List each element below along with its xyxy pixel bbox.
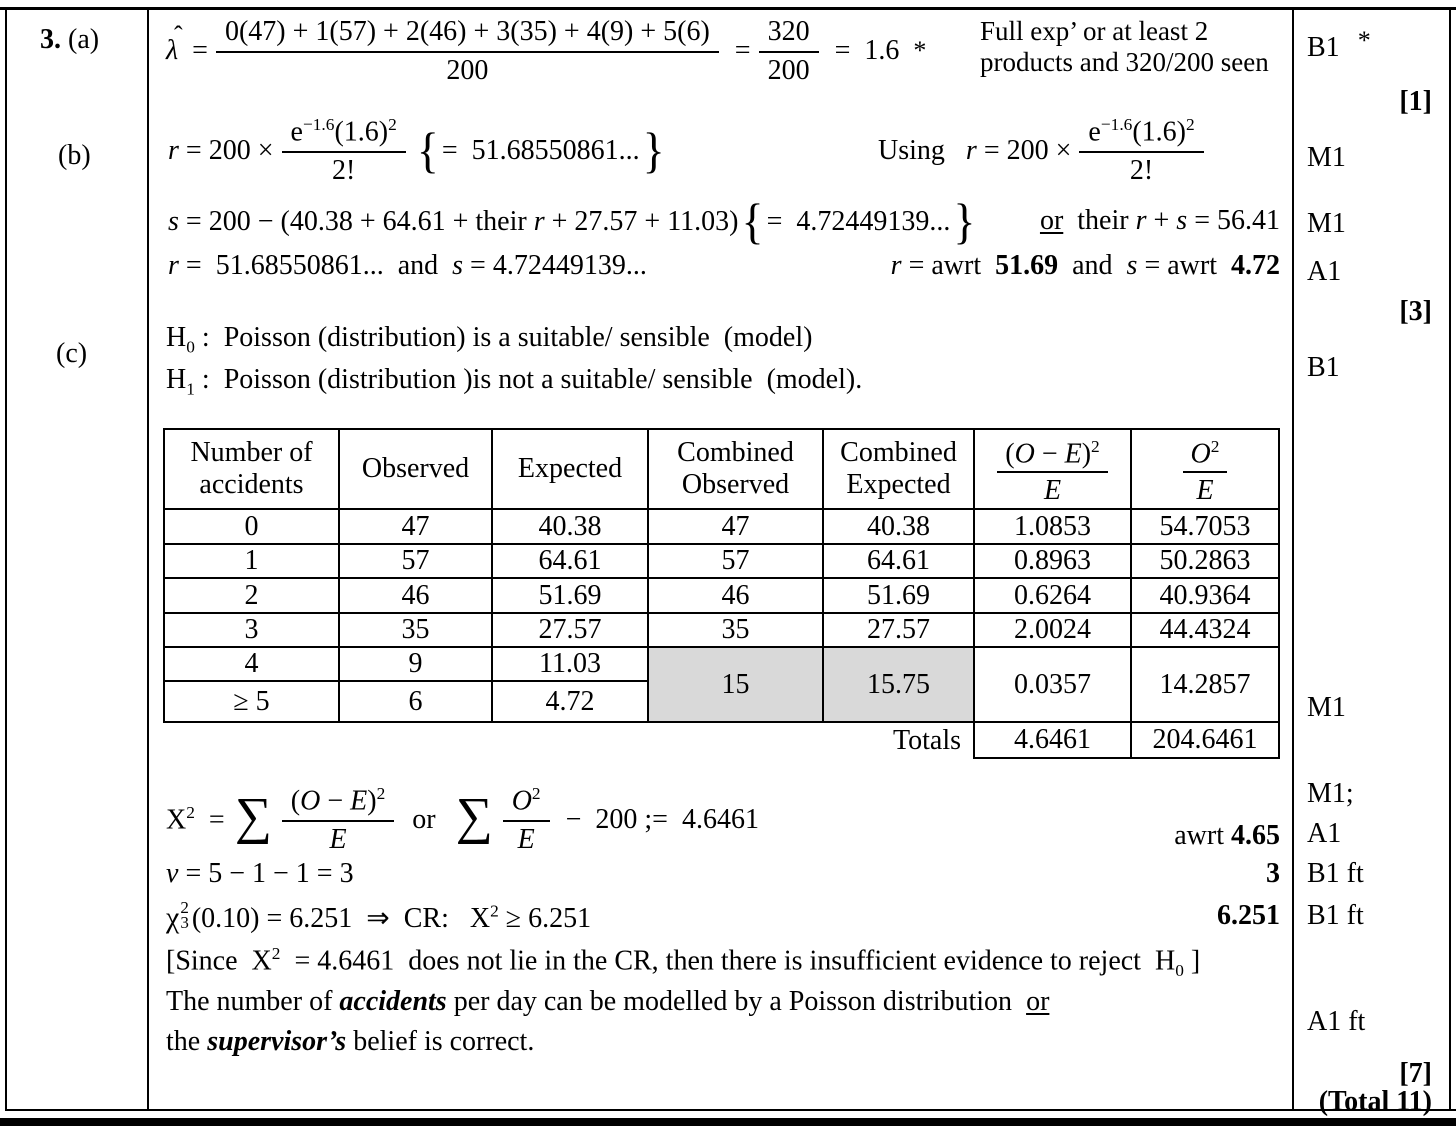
o2e-header-fraction: $\frac{O^2}{E}$ (1183, 431, 1228, 507)
table-row (164, 647, 1279, 681)
part-b-line1: r = 200 × $\frac{e^{-1.6}(1.6)^2}{2!}$ { = 51.68550861... } (168, 114, 665, 187)
chi-squared-statistic-formula (166, 782, 759, 858)
table-cell: 4 (164, 647, 339, 681)
lambda-fraction (216, 16, 719, 87)
part-b-line3: r = 51.68550861... and s = 4.72449139... (168, 250, 647, 281)
table-cell: 51.69 (823, 578, 974, 613)
table-cell: 4.72 (492, 681, 648, 722)
marks-column-divider (1292, 7, 1294, 1111)
question-number: 3. (40, 24, 61, 55)
top-border (0, 7, 1456, 10)
fraction-denominator: 2! (331, 155, 356, 187)
null-hypothesis: $H_0$ : Poisson (distribution) is a suitable/ sensible (model) (166, 322, 813, 357)
table-cell: 57 (339, 544, 492, 578)
chi-squared-table (163, 428, 1280, 759)
o2e-fraction: $\frac{O^2}{E}$ (503, 784, 550, 856)
sigma-symbol: ∑ (234, 788, 272, 845)
s-formula: s = 200 − (40.38 + 64.61 + their r + 27.57 + 11.03) (168, 206, 739, 237)
awrt-value: awrt 4.65 (1174, 820, 1280, 851)
mark-c-hypotheses-b1: B1 (1307, 352, 1340, 383)
mark-x2-m1: M1; (1307, 778, 1354, 809)
part-b-line1-note (878, 108, 1212, 194)
table-header-cell: Expected (492, 429, 648, 509)
asterisk: * (1357, 26, 1371, 55)
totals-chi-cell: 4.6461 (974, 722, 1131, 758)
table-cell: 50.2863 (1131, 544, 1279, 578)
table-cell: 47 (648, 509, 823, 544)
r-value: = 51.68550861... (441, 135, 640, 166)
table-header-cell (974, 429, 1131, 509)
table-cell: 2.0024 (974, 613, 1131, 647)
mark-a-b1: B1 * (1307, 26, 1371, 63)
table-cell: 57 (648, 544, 823, 578)
table-cell: 40.38 (492, 509, 648, 544)
table-cell: 51.69 (492, 578, 648, 613)
question-column-divider (147, 7, 149, 1111)
chi-term-fraction: $\frac{(O - E)^2}{E}$ (282, 784, 394, 856)
table-cell: 0.6264 (974, 578, 1131, 613)
table-row (164, 578, 1279, 613)
lambda-fraction-denominator: 200 (446, 54, 489, 86)
part-c-total: [7] (1399, 1058, 1432, 1089)
mark-x2-a1: A1 (1307, 818, 1342, 849)
question-number-a (40, 24, 99, 56)
critical-region-line (166, 896, 591, 940)
x2-lhs: $X^2$ = (166, 803, 225, 836)
table-header-cell: Combined Observed (648, 429, 823, 509)
fraction-numerator: $e^{-1.6}(1.6)^2$ (282, 115, 406, 153)
table-cell: 46 (648, 578, 823, 613)
totals-label: Totals (892, 724, 961, 756)
table-cell: ≥ 5 (164, 681, 339, 722)
table-row (164, 613, 1279, 647)
poisson-fraction (1079, 115, 1203, 187)
table-header-cell: Number of accidents (164, 429, 339, 509)
part-b-total: [3] (1399, 296, 1432, 327)
chi-symbol: χ (166, 901, 180, 934)
lambda-fraction-numerator: 0(47) + 1(57) + 2(46) + 3(35) + 4(9) + 5(6) (216, 16, 719, 53)
fraction-denominator: 200 (767, 54, 810, 86)
note-line-2: products and 320/200 seen (980, 47, 1269, 77)
equals-sign: = (192, 35, 208, 66)
left-border (5, 7, 7, 1111)
part-a-formula (166, 12, 926, 90)
totals-row (164, 722, 1279, 758)
using-formula-prefix: Using r = 200 × (878, 135, 1072, 166)
table-header-cell (1131, 429, 1279, 509)
part-b-line2-alt: or their r + s = 56.41 (1039, 205, 1280, 236)
part-b-line2: s = 200 − (40.38 + 64.61 + their r + 27.57 + 11.03) { = 4.72449139... } (168, 193, 976, 249)
table-cell: 9 (339, 647, 492, 681)
part-b-label: (b) (58, 140, 91, 171)
table-cell: 6 (339, 681, 492, 722)
critical-value: 6.251 (1217, 900, 1280, 931)
table-cell: 0.8963 (974, 544, 1131, 578)
table-cell: 35 (648, 613, 823, 647)
fraction-denominator: 2! (1129, 155, 1154, 187)
marking-note-a (980, 16, 1269, 78)
table-cell: 27.57 (492, 613, 648, 647)
table-row (164, 509, 1279, 544)
mark-b-line3-a1: A1 (1307, 256, 1342, 287)
merged-o2e-term-cell: 14.2857 (1131, 647, 1279, 722)
table-header-cell: Combined Expected (823, 429, 974, 509)
right-border (1449, 7, 1451, 1111)
table-cell: 47 (339, 509, 492, 544)
since-statement: [Since $X^2 = 4.6461$ does not lie in the CR, then there is insufficient evidence to reject $H_0$ ] (166, 944, 1201, 980)
mark-cr-b1ft: B1 ft (1307, 900, 1364, 931)
question-grand-total: (Total 11) (1318, 1086, 1432, 1117)
conclusion-line-2: the supervisor’s belief is correct. (166, 1026, 535, 1057)
lambda-hat-symbol: λ ˆ (166, 21, 183, 66)
totals-o2e-cell: 204.6461 (1131, 722, 1279, 758)
chi-sub-super: 2 3 (180, 898, 189, 932)
merged-chi-term-cell: 0.0357 (974, 647, 1131, 722)
part-a-total: [1] (1399, 86, 1432, 117)
degrees-of-freedom-line: v = 5 − 1 − 1 = 3 (166, 858, 354, 889)
r-formula-prefix: r = 200 × (168, 135, 274, 166)
table-cell: 11.03 (492, 647, 648, 681)
totals-spacer (164, 722, 823, 758)
table-cell: 44.4324 (1131, 613, 1279, 647)
table-cell: 64.61 (823, 544, 974, 578)
merged-combined-observed-cell: 15 (648, 647, 823, 722)
table-cell: 64.61 (492, 544, 648, 578)
table-cell: 46 (339, 578, 492, 613)
merged-combined-expected-cell: 15.75 (823, 647, 974, 722)
hat-accent: ˆ (174, 21, 183, 50)
dof-value: 3 (1266, 858, 1280, 889)
asterisk: * (913, 36, 927, 65)
poisson-fraction (282, 115, 406, 187)
mark-b-line1-m1: M1 (1307, 142, 1346, 173)
table-cell: 1 (164, 544, 339, 578)
mark-b-line2-m1: M1 (1307, 208, 1346, 239)
table-cell: 27.57 (823, 613, 974, 647)
lambda-result: = 1.6 (834, 35, 900, 66)
table-header-cell: Observed (339, 429, 492, 509)
page-bottom-rule (0, 1118, 1456, 1126)
table-row (164, 544, 1279, 578)
conclusion-line-1: The number of accidents per day can be modelled by a Poisson distribution or (166, 986, 1050, 1017)
sigma-symbol: ∑ (455, 788, 493, 845)
table-cell: 3 (164, 613, 339, 647)
critical-region-text: (0.10) = 6.251 ⇒ CR: $X^2 \ge 6.251$ (191, 901, 592, 934)
chi-term-header-fraction: $\frac{(O - E)^2}{E}$ (997, 431, 1107, 507)
note-line-1: Full exp’ or at least 2 (980, 16, 1209, 46)
table-cell: 1.0853 (974, 509, 1131, 544)
table-cell: 0 (164, 509, 339, 544)
mark-conclusion-a1ft: A1 ft (1307, 1006, 1366, 1037)
fraction-numerator: $e^{-1.6}(1.6)^2$ (1079, 115, 1203, 153)
alt-hypothesis: $H_1$ : Poisson (distribution )is not a suitable/ sensible (model). (166, 364, 863, 399)
part-a-label: (a) (68, 24, 100, 55)
part-b-line3-answer: r = awrt 51.69 and s = awrt 4.72 (890, 250, 1280, 281)
s-value: = 4.72449139... (766, 206, 951, 237)
table-cell: 35 (339, 613, 492, 647)
part-c-label: (c) (56, 338, 88, 369)
table-cell: 40.38 (823, 509, 974, 544)
x2-result: − 200 ;= 4.6461 (565, 804, 759, 835)
table-cell: 2 (164, 578, 339, 613)
table-cell: 40.9364 (1131, 578, 1279, 613)
table-cell: 54.7053 (1131, 509, 1279, 544)
mark-dof-b1ft: B1 ft (1307, 858, 1364, 889)
bottom-border (5, 1109, 1456, 1111)
fraction-numerator: 320 (759, 16, 819, 53)
or-word: or (412, 804, 436, 835)
320-over-200-fraction (759, 16, 819, 87)
equals-sign: = (734, 35, 751, 66)
mark-table-m1: M1 (1307, 692, 1346, 723)
